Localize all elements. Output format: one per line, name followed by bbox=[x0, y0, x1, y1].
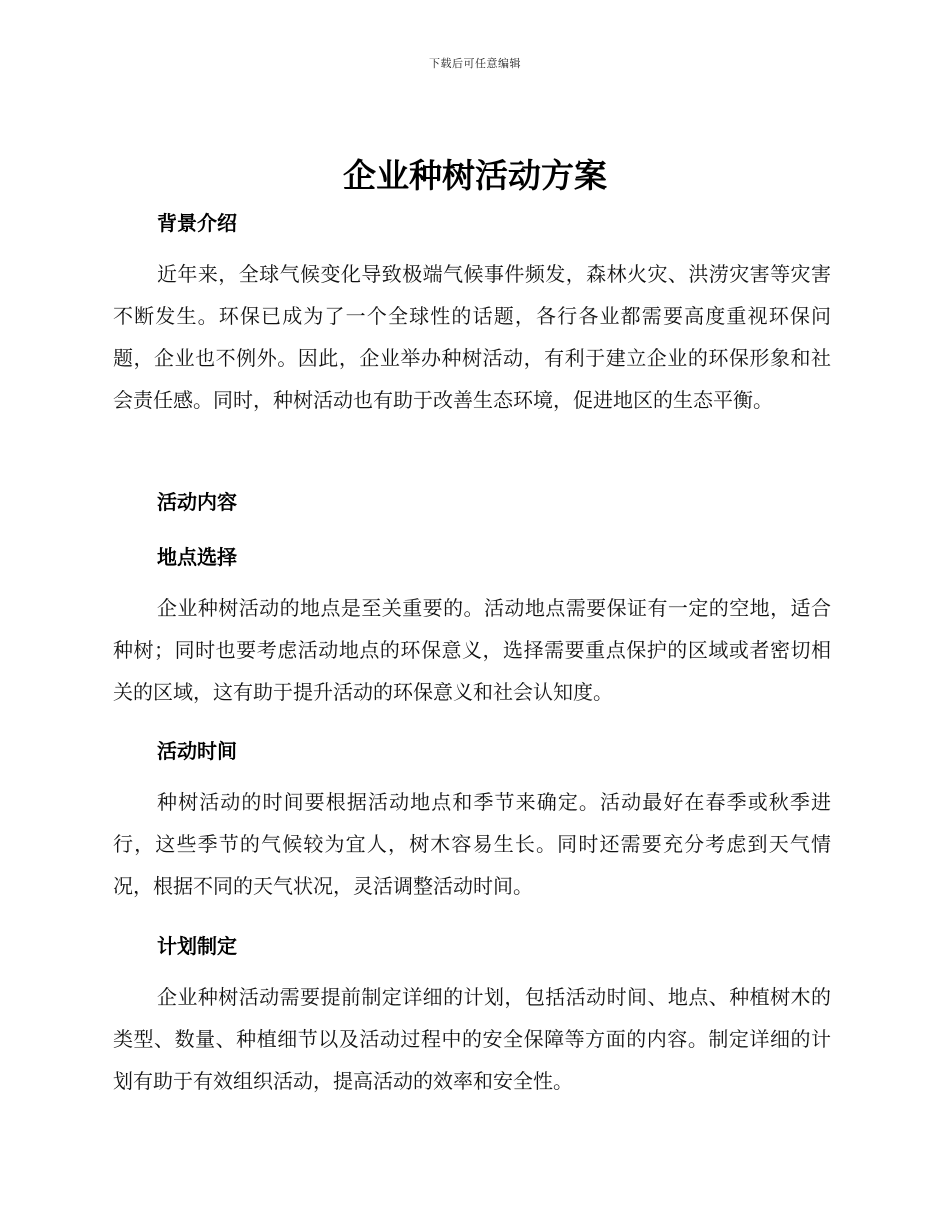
section-paragraph-plan: 企业种树活动需要提前制定详细的计划，包括活动时间、地点、种植树木的类型、数量、种植细节以及活动过程中的安全保障等方面的内容。制定详细的计划有助于有效组织活动，提高活动的效率和安全性。 bbox=[113, 985, 831, 1093]
section-heading-plan: 计划制定 bbox=[157, 934, 237, 958]
section-paragraph-background: 近年来，全球气候变化导致极端气候事件频发，森林火灾、洪涝灾害等灾害不断发生。环保已成为了一个全球性的话题，各行各业都需要高度重视环保问题，企业也不例外。因此，企业举办种树活动，有利于建立企业的环保形象和社会责任感。同时，种树活动也有助于改善生态环境，促进地区的生态平衡。 bbox=[113, 262, 831, 412]
section-paragraph-time: 种树活动的时间要根据活动地点和季节来确定。活动最好在春季或秋季进行，这些季节的气候较为宜人，树木容易生长。同时还需要充分考虑到天气情况，根据不同的天气状况，灵活调整活动时间。 bbox=[113, 790, 831, 898]
section-heading-background: 背景介绍 bbox=[157, 211, 237, 235]
document-title: 企业种树活动方案 bbox=[343, 156, 607, 195]
section-heading-activity-content: 活动内容 bbox=[157, 490, 237, 514]
section-heading-location: 地点选择 bbox=[157, 545, 237, 569]
page-header-note: 下载后可任意编辑 bbox=[429, 57, 521, 70]
section-heading-time: 活动时间 bbox=[157, 739, 237, 763]
section-paragraph-location: 企业种树活动的地点是至关重要的。活动地点需要保证有一定的空地，适合种树；同时也要考虑活动地点的环保意义，选择需要重点保护的区域或者密切相关的区域，这有助于提升活动的环保意义和社会认知度。 bbox=[113, 596, 831, 704]
